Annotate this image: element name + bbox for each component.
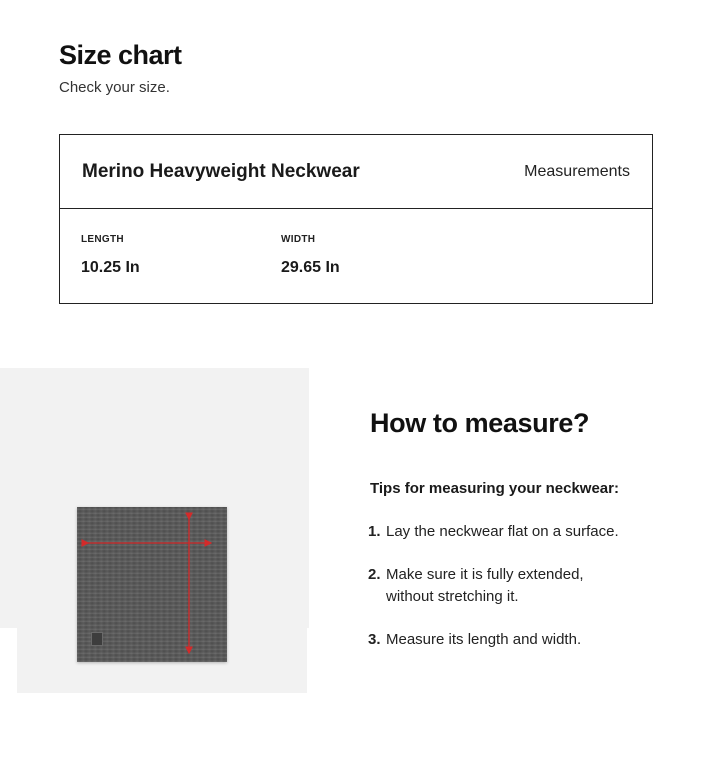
step-number: 3. — [368, 631, 381, 648]
how-to-measure-title: How to measure? — [370, 408, 590, 438]
page-subtitle: Check your size. — [59, 79, 170, 96]
measure-steps-list — [368, 521, 668, 651]
product-name: Merino Heavyweight Neckwear — [82, 160, 360, 182]
size-chart-header — [60, 135, 652, 209]
length-label: LENGTH — [81, 234, 124, 245]
step-item — [368, 564, 626, 608]
step-item — [368, 521, 668, 543]
tips-title: Tips for measuring your neckwear: — [370, 480, 619, 497]
brand-tag-icon — [91, 632, 103, 646]
page-title: Size chart — [59, 40, 182, 70]
width-column — [281, 234, 340, 277]
neckwear-photo — [77, 507, 227, 662]
width-label: WIDTH — [281, 234, 316, 245]
step-text: Lay the neckwear flat on a surface. — [386, 523, 619, 540]
step-text: Measure its length and width. — [386, 631, 582, 648]
step-item — [368, 629, 668, 651]
width-value: 29.65 In — [281, 259, 340, 276]
step-number: 1. — [368, 523, 381, 540]
step-number: 2. — [368, 566, 381, 583]
size-chart-body — [60, 209, 652, 303]
step-text: Make sure it is fully extended, without stretching it. — [386, 566, 584, 605]
measurements-label: Measurements — [524, 162, 630, 180]
size-chart-card — [59, 134, 653, 304]
length-value: 10.25 In — [81, 259, 140, 276]
length-column — [81, 234, 140, 277]
